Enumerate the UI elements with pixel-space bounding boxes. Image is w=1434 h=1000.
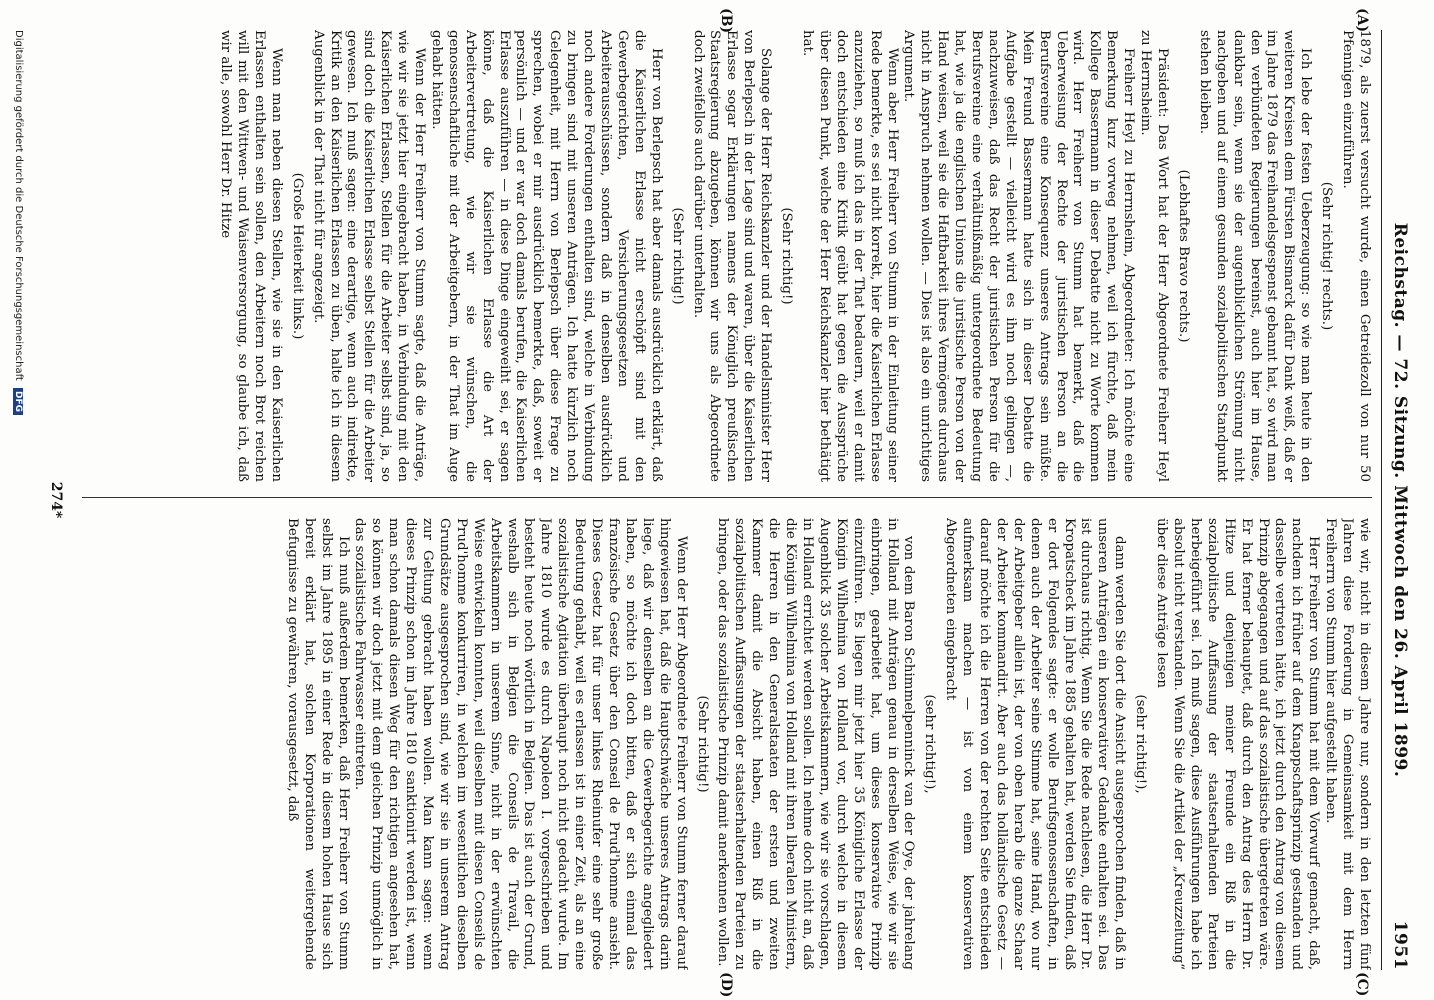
paragraph: von dem Baron Schimmelpenninck van der Oye, der jahrelang in Holland mit Anträgen genau in derselben Weise, wie wir sie einbringen, gearbeitet hat, um dieses konservative Prinzip einzuführen. Es liegen mir jetzt hier 35 Königliche Erlasse der Königin Wilhelmina von Holland vor, durch welche in diesem Augenblick 35 solcher Arbeitskammern, wie wir sie vorschlagen, in Holland errichtet werden sollen. Ich nehme doch nicht an, daß die Königin Wilhelmina von Holland mit ihren liberalen Ministern, die Herren in den Generalstaaten der ersten und zweiten Kammer damit die Absicht haben, einen Riß in die sozialpolitischen Auffassungen der staatserhaltenden Parteien zu bringen, oder das sozialistische Prinzip damit anerkennen wollen. [715,518,917,970]
paragraph: Ich muß außerdem bemerken, daß Herr Freiherr von Stumm selbst im Jahre 1895 in einer Rede in diesem hohen Hause sich bereit erklärt hat, solchen Korporationen weitergehende Befugnisse zu gewähren, vorausgesetzt, daß [284,518,351,970]
paragraph: Wenn man neben diesen Stellen, wie sie in den Kaiserlichen Erlassen enthalten sein sollen, den Arbeitern noch Brot reichen will mit den Wittwen- und Waisenversorgung, so glaube ich, daß wir alle, sowohl Herr Dr. Hitze [218,30,284,482]
right-text-column [82,518,1372,970]
margin-marker-d: (D) [718,972,734,998]
page-number: 1951 [1390,920,1410,970]
running-title: Reichstag. — 72. Sitzung. Mittwoch den 26. April 1899. [1390,222,1410,778]
page-header [1382,30,1416,970]
paragraph: Wenn der Herr Freiherr von Stumm sagte, daß die Anträge, wie wir sie jetzt hier eingebracht haben, in Verbindung mit den Kaiserlichen Erlassen, Stellen für die Arbeiter selbst sind, ja, so sind doch die Kaiserlichen Erlasse selbst Stellen für die Arbeiter gewesen. Ich muß sagen: eine derartige, wenn auch indirekte, Kritik an den Kaiserlichen Erlassen zu üben, halte ich in diesem Augenblick in der That nicht für angezeigt. [310,30,428,482]
paragraph: Herr Freiherr von Stumm hat mit dem Vorwurf gemacht, daß, nachdem ich früher auf dem Knappschaftsprinzip gestanden und dasselbe vertreten hätte, ich jetzt durch den Antrag von diesem Prinzip abgegangen und auf das sozialistische übergetreten wäre. Er hat ferner behauptet, daß durch den Antrag des Herrn Dr. Hitze und denjenigen meiner Freunde ein Riß in die sozialpolitische Auffassung der staatserhaltenden Parteien herbeigeführt sei. Ich muß sagen, diese Ausführungen habe ich absolut nicht verstanden. Wenn Sie die Artikel der „Kreuzzeitung“ über diese Anträge lesen [1154,518,1322,970]
paragraph: Herr von Berlepsch hat aber damals ausdrücklich erklärt, daß die Kaiserlichen Erlasse nicht erschöpft sind mit den Gewerbegerichten, Versicherungsgesetzen und Arbeiterausschüssen, sondern daß in denselben ausdrücklich noch andere Forderungen enthalten sind, welche in Verbindung zu bringen sind mit unseren Anträgen. Ich hatte kürzlich noch Gelegenheit, mit Herrn von Berlepsch über diese Frage zu sprechen, wobei er mir ausdrücklich bemerkte, daß, soweit er persönlich — und er war doch damals berufen, die Kaiserlichen Erlasse auszuführen — in diese Dinge eingeweiht sei, er sagen könne, daß die Kaiserlichen Erlasse die Art der Arbeitervertretung, wie wir sie wünschen, die genossenschaftliche mit der Arbeitgebern, in der That im Auge gehabt hätten. [428,30,664,482]
margin-marker-a: (A) [1354,8,1370,33]
header-rule [1381,30,1382,970]
interjection: (Sehr richtig! rechts.) [1319,181,1335,331]
margin-marker-c: (C) [1354,972,1370,997]
margin-marker-b: (B) [718,8,734,34]
interjection: (Sehr richtig!) [669,207,685,305]
interjection: (Sehr richtig!) [694,695,710,793]
paragraph: dann werden Sie dort die Ansicht ausgesprochen finden, daß in unseren Anträgen ein konservativer Gedanke enthalten sei. Das ist durchaus richtig. Wenn Sie die Rede nachlesen, die Herr Dr. Kropatscheck im Jahre 1885 gehalten hat, werden Sie finden, daß er dort Folgendes sagte: er wolle Berufsgenossenschaften, in denen auch der Arbeiter seine Stimme hat, seine Hand, wo nur der Arbeitgeber allein ist, der von oben herab die ganze Schaar der Arbeiter kommandirt. Aber auch das holländische Gesetz — darauf möchte ich die Herren von der rechten Seite entschieden aufmerksam machen — ist von einem konservativen Abgeordneten eingebracht [943,518,1128,970]
paragraph: 1879, als zuerst versucht wurde, einen Getreidezoll von nur 50 Pfennigen einzuführen. [1340,30,1372,482]
digitization-note [13,30,24,415]
paragraph: Wenn aber Herr Freiherr von Stumm in der Einleitung seiner Rede bemerkte, es sei nicht korrekt, hier die Kaiserlichen Erlasse anzuziehen, so muß ich das in der That bedauern, weil er damit doch entschieden eine Kritik geübt hat gegen die Aussprüche über diesen Punkt, welche der Herr Reichskanzler hier bethätigt hat. [800,30,900,482]
paragraph: Wenn der Herr Abgeordnete Freiherr von Stumm ferner darauf hingewiesen hat, daß die Hauptschwäche unseres Antrags darin liege, daß wir denselben an die Gewerbegerichte angegliedert haben, so möchte ich doch bitten, daß er sich einmal das französische Gesetz über den Conseil de Prud'homme ansieht. Dieses Gesetz hat für unser linkes Rheinufer eine sehr große Bedeutung gehabt, weil es erlassen ist in einer Zeit, als an eine sozialistische Agitation überhaupt noch nicht gedacht wurde. Im Jahre 1810 wurde es durch Napoleon I. vorgeschrieben und besteht heute noch wörtlich in Belgien. Das ist auch der Grund, weshalb sich in Belgien die Conseils de Travail, die Arbeitskammern in unserem Sinne, nicht in der erwünschten Weise entwickeln konnten, weil dieselben mit diesen Conseils de Prud'homme konkurriren, in welchen im wesentlichen dieselben Grundsätze ausgesprochen sind, wie wir sie in unserem Antrag zur Geltung gebracht haben wollen. Man kann sagen: wenn dieses Prinzip schon im Jahre 1810 sanktionirt werden ist, wenn man schon damals diesen Weg für den richtigen angesehen hat, so können wir doch jetzt mit dem gleichen Prinzip unmöglich in das sozialistische Fahrwasser eintreten. [352,518,689,970]
paragraph: Ich lebe der festen Ueberzeugung: so wie man heute in den weiteren Kreisen dem Fürsten Bismarck dafür Dank weiß, daß er im Jahre 1879 das Freihandelsgespenst gebannt hat, so wird man den verbündeten Regierungen bereinst, auch hier im Hause, dankbar sein, wenn sie der augenblicklichen Strömung nicht nachgeben und auf einem gesunden sozialpolitischen Standpunkt stehen bleiben. [1196,30,1314,482]
column-divider [82,497,1372,498]
paragraph: Präsident: Das Wort hat der Herr Abgeordnete Freiherr Heyl zu Herrnsheim. [1138,30,1171,482]
paragraph: Freiherr Heyl zu Herrnsheim, Abgeordneter: Ich möchte eine Bemerkung kurz vorweg nehmen, weil ich fürchte, daß mein Kollege Bassermann in dieser Debatte nicht zu Worte kommen wird. Herr Freiherr von Stumm hat bemerkt, daß die Ueberweisung der Rechte der juristischen Person an die Berufsvereine eine Konsequenz unseres Antrags sein müßte. Mein Freund Bassermann hatte sich in dieser Debatte die Aufgabe gestellt — vielleicht wird es ihm noch gelingen —, nachzuweisen, daß das Recht der juristischen Person für die Berufsvereine eine verhältnißmäßig untergeordnete Bedeutung hat, wie ja die englischen Unions die juristische Person von der Hand weisen, weil sie die Haftbarkeit ihres Vermögens durchaus nicht in Anspruch nehmen wollen. — Dies ist also ein unrichtiges Argument. [901,30,1137,482]
paragraph: wie wir, nicht in diesem Jahre nur, sondern in den letzten fünf Jahren diese Forderung in Gemeinsamkeit mit dem Herrn Freiherrn von Stumm hier aufgestellt haben. [1323,518,1372,970]
interjection: (Große Heiterkeit links.) [289,172,305,340]
interjection: (sehr richtig!), [1133,694,1149,794]
interjection: (sehr richtig!), [922,694,938,794]
left-text-column [82,30,1372,482]
paragraph: Solange der Herr Reichskanzler und der Handelsminister Herr von Berlepsch in der Lage sind und waren, über die Kaiserlichen Erlasse sogar Erklärungen namens der Königlich preußischen Staatsregierung abzugeben, können wir uns als Abgeordnete doch zweifellos auch darüber unterhalten. [690,30,774,482]
interjection: (Lebhaftes Bravo rechts.) [1175,169,1191,343]
interjection: (Sehr richtig!) [779,207,795,305]
sheet-mark: 274* [48,481,64,519]
dfg-logo: DFG [13,388,23,415]
digitization-text: Digitalisierung gefördert durch die Deutsche Forschungsgemeinschaft [13,30,24,381]
